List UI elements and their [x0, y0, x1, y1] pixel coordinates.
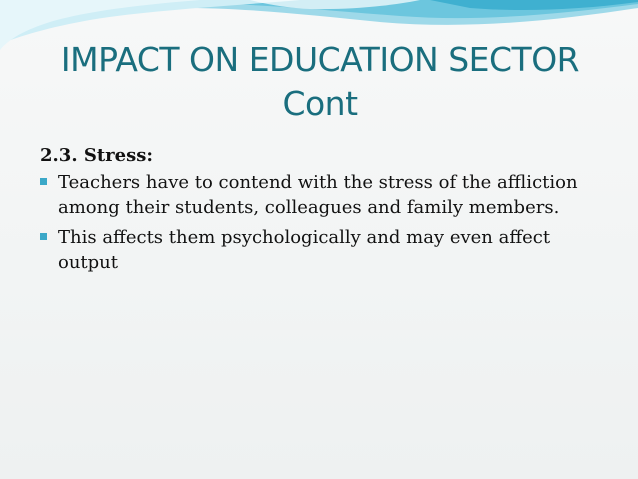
slide-title — [40, 38, 600, 126]
square-bullet-icon — [40, 178, 47, 185]
bullet-item — [40, 225, 610, 275]
slide-body — [40, 143, 610, 280]
section-heading: 2.3. Stress: — [40, 145, 154, 166]
slide-title-line-1: IMPACT ON EDUCATION SECTOR — [60, 40, 580, 79]
bullet-item — [40, 170, 610, 220]
slide-title-line-2: Cont — [282, 84, 358, 123]
bullet-text: This affects them psychologically and may even affect output — [58, 227, 551, 273]
bullet-list — [40, 170, 610, 275]
bullet-text: Teachers have to contend with the stress of the affliction among their students, colleagues and family members. — [58, 172, 578, 218]
square-bullet-icon — [40, 233, 47, 240]
